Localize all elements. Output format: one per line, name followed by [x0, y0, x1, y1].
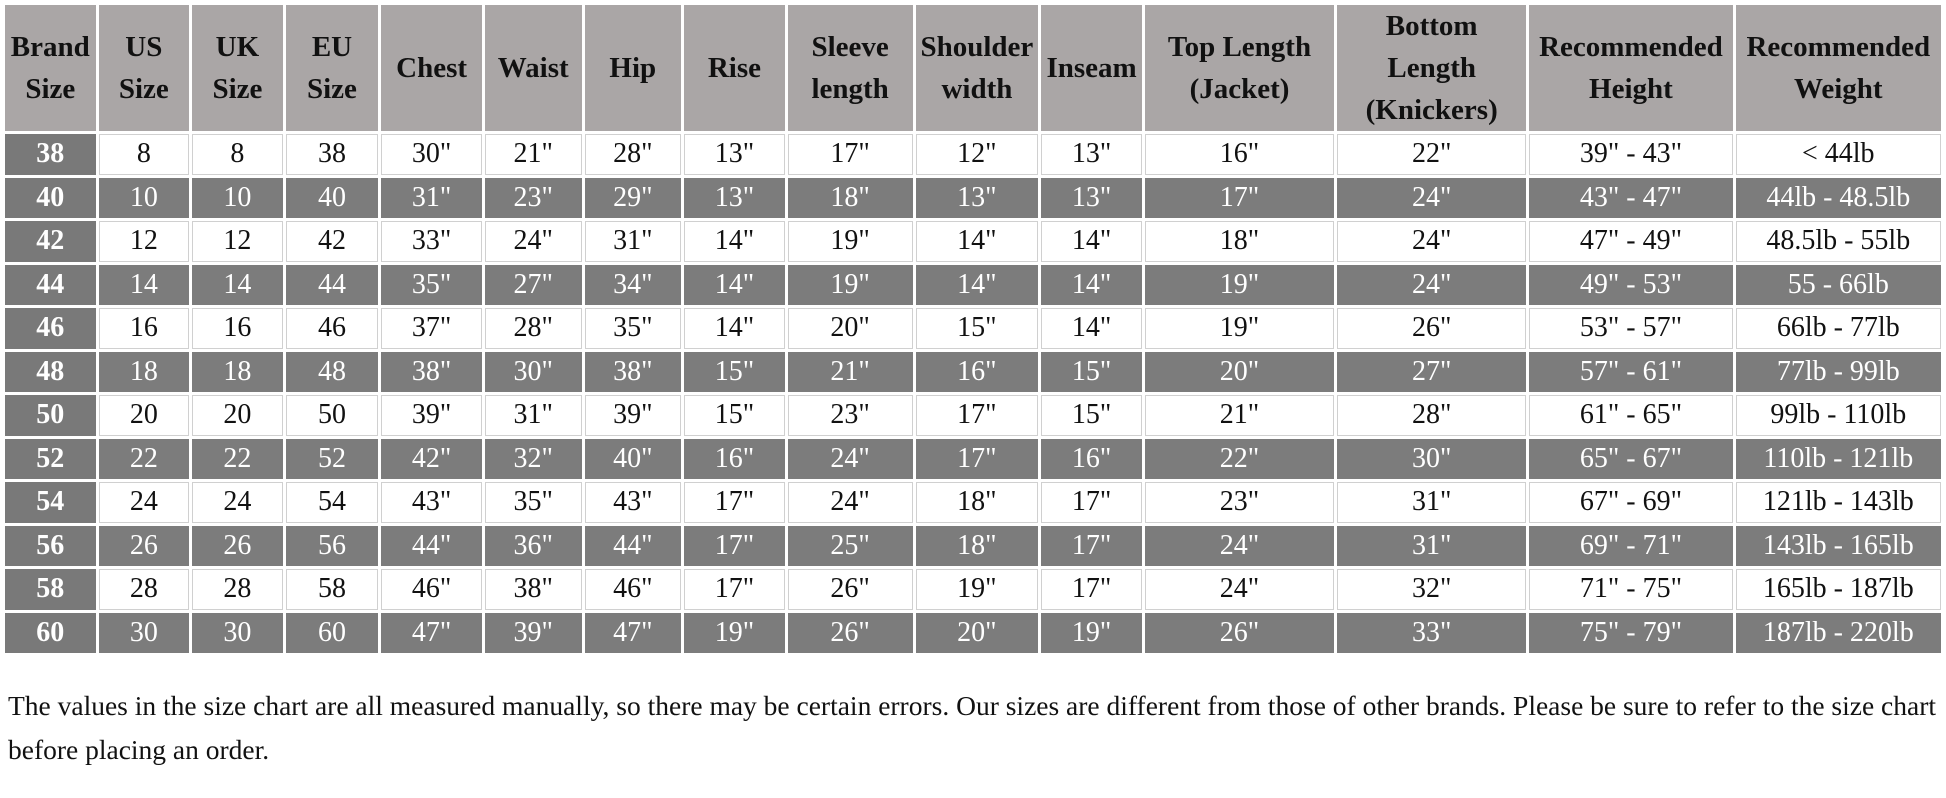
table-cell: 19" — [1145, 308, 1334, 349]
table-cell: 39" — [381, 395, 482, 436]
table-cell: 44" — [381, 526, 482, 567]
table-cell: 12 — [192, 221, 283, 262]
brand-size-cell: 46 — [5, 308, 96, 349]
table-cell: 26 — [192, 526, 283, 567]
table-row — [5, 569, 1941, 610]
table-cell: 21" — [788, 352, 913, 393]
table-cell: 67" - 69" — [1529, 482, 1732, 523]
table-cell: 15" — [684, 395, 785, 436]
brand-size-cell: 60 — [5, 613, 96, 654]
table-cell: 40" — [585, 439, 682, 480]
table-cell: 187lb - 220lb — [1736, 613, 1941, 654]
table-cell: 20" — [788, 308, 913, 349]
table-cell: 26" — [1145, 613, 1334, 654]
table-row — [5, 613, 1941, 654]
table-cell: 17" — [1041, 526, 1142, 567]
table-cell: 46" — [381, 569, 482, 610]
table-cell: 24" — [1337, 265, 1526, 306]
table-cell: 26" — [788, 569, 913, 610]
table-cell: 143lb - 165lb — [1736, 526, 1941, 567]
table-cell: 14 — [192, 265, 283, 306]
table-row — [5, 308, 1941, 349]
table-row — [5, 352, 1941, 393]
table-cell: 57" - 61" — [1529, 352, 1732, 393]
brand-size-cell: 42 — [5, 221, 96, 262]
table-cell: 32" — [1337, 569, 1526, 610]
column-header: Sleeve length — [788, 5, 913, 131]
table-cell: 44 — [286, 265, 379, 306]
table-cell: 19" — [788, 265, 913, 306]
table-row — [5, 526, 1941, 567]
table-cell: 42 — [286, 221, 379, 262]
table-cell: 10 — [192, 178, 283, 219]
column-header: Chest — [381, 5, 482, 131]
table-cell: 17" — [788, 134, 913, 175]
table-cell: 10 — [99, 178, 190, 219]
table-cell: 18" — [916, 526, 1039, 567]
table-cell: 14 — [99, 265, 190, 306]
table-cell: 19" — [916, 569, 1039, 610]
table-row — [5, 221, 1941, 262]
table-cell: 16" — [1041, 439, 1142, 480]
table-cell: 26" — [1337, 308, 1526, 349]
table-cell: 21" — [1145, 395, 1334, 436]
table-cell: 18" — [788, 178, 913, 219]
table-cell: 165lb - 187lb — [1736, 569, 1941, 610]
table-cell: 16 — [99, 308, 190, 349]
table-cell: 25" — [788, 526, 913, 567]
column-header: EU Size — [286, 5, 379, 131]
table-cell: 99lb - 110lb — [1736, 395, 1941, 436]
table-cell: 50 — [286, 395, 379, 436]
table-row — [5, 439, 1941, 480]
table-cell: 33" — [381, 221, 482, 262]
table-cell: 75" - 79" — [1529, 613, 1732, 654]
table-cell: 46 — [286, 308, 379, 349]
table-cell: 23" — [788, 395, 913, 436]
table-cell: 15" — [1041, 352, 1142, 393]
table-cell: 18 — [192, 352, 283, 393]
table-cell: 14" — [684, 308, 785, 349]
table-cell: 24" — [1337, 221, 1526, 262]
table-cell: 19" — [1041, 613, 1142, 654]
column-header: US Size — [99, 5, 190, 131]
table-cell: 16" — [1145, 134, 1334, 175]
table-cell: 28" — [485, 308, 582, 349]
table-cell: 37" — [381, 308, 482, 349]
table-cell: 24 — [192, 482, 283, 523]
table-cell: 17" — [1041, 482, 1142, 523]
table-cell: 16" — [916, 352, 1039, 393]
size-chart-note: The values in the size chart are all measured manually, so there may be certain errors. Our sizes are different from those of other brands. Please be sure to refer to the size chart before placing an order. — [8, 690, 1937, 765]
table-cell: 60 — [286, 613, 379, 654]
brand-size-cell: 40 — [5, 178, 96, 219]
table-cell: 35" — [585, 308, 682, 349]
table-cell: 20" — [1145, 352, 1334, 393]
table-cell: 39" — [485, 613, 582, 654]
column-header: Bottom Length (Knickers) — [1337, 5, 1526, 131]
table-cell: 28" — [1337, 395, 1526, 436]
brand-size-cell: 48 — [5, 352, 96, 393]
table-cell: 12 — [99, 221, 190, 262]
table-cell: 28 — [192, 569, 283, 610]
table-cell: 17" — [684, 569, 785, 610]
column-header: Rise — [684, 5, 785, 131]
table-cell: 30 — [99, 613, 190, 654]
table-cell: 30 — [192, 613, 283, 654]
table-cell: 24" — [1145, 526, 1334, 567]
table-cell: 20 — [192, 395, 283, 436]
table-cell: 47" - 49" — [1529, 221, 1732, 262]
table-cell: 44lb - 48.5lb — [1736, 178, 1941, 219]
table-cell: 34" — [585, 265, 682, 306]
table-cell: 14" — [916, 265, 1039, 306]
table-cell: 17" — [1041, 569, 1142, 610]
table-cell: 58 — [286, 569, 379, 610]
table-cell: 19" — [684, 613, 785, 654]
table-cell: 20" — [916, 613, 1039, 654]
table-cell: 17" — [916, 395, 1039, 436]
brand-size-cell: 54 — [5, 482, 96, 523]
table-cell: 16" — [684, 439, 785, 480]
brand-size-cell: 50 — [5, 395, 96, 436]
brand-size-cell: 52 — [5, 439, 96, 480]
table-cell: 43" - 47" — [1529, 178, 1732, 219]
table-cell: 26 — [99, 526, 190, 567]
table-cell: 30" — [381, 134, 482, 175]
table-cell: 35" — [485, 482, 582, 523]
table-cell: 33" — [1337, 613, 1526, 654]
table-cell: 65" - 67" — [1529, 439, 1732, 480]
table-cell: 48 — [286, 352, 379, 393]
table-cell: 44" — [585, 526, 682, 567]
table-cell: 14" — [1041, 221, 1142, 262]
table-cell: 27" — [485, 265, 582, 306]
table-row — [5, 395, 1941, 436]
table-cell: 38" — [485, 569, 582, 610]
table-cell: 19" — [1145, 265, 1334, 306]
table-cell: 31" — [1337, 482, 1526, 523]
table-cell: 19" — [788, 221, 913, 262]
table-cell: 14" — [684, 265, 785, 306]
table-cell: 110lb - 121lb — [1736, 439, 1941, 480]
brand-size-cell: 38 — [5, 134, 96, 175]
table-row — [5, 265, 1941, 306]
table-cell: 13" — [684, 134, 785, 175]
table-cell: 29" — [585, 178, 682, 219]
column-header: Top Length (Jacket) — [1145, 5, 1334, 131]
table-cell: 13" — [916, 178, 1039, 219]
table-cell: 121lb - 143lb — [1736, 482, 1941, 523]
brand-size-cell: 44 — [5, 265, 96, 306]
table-cell: 35" — [381, 265, 482, 306]
table-cell: 16 — [192, 308, 283, 349]
column-header: Inseam — [1041, 5, 1142, 131]
table-cell: 15" — [916, 308, 1039, 349]
table-cell: 22 — [192, 439, 283, 480]
table-cell: 77lb - 99lb — [1736, 352, 1941, 393]
brand-size-cell: 58 — [5, 569, 96, 610]
table-cell: 46" — [585, 569, 682, 610]
table-cell: 17" — [684, 482, 785, 523]
table-cell: 22" — [1145, 439, 1334, 480]
table-cell: 43" — [585, 482, 682, 523]
column-header: Recommended Weight — [1736, 5, 1941, 131]
table-cell: 24" — [485, 221, 582, 262]
table-cell: 69" - 71" — [1529, 526, 1732, 567]
table-cell: 42" — [381, 439, 482, 480]
table-cell: 20 — [99, 395, 190, 436]
table-cell: 24" — [788, 439, 913, 480]
table-cell: 23" — [1145, 482, 1334, 523]
table-cell: 23" — [485, 178, 582, 219]
table-cell: 12" — [916, 134, 1039, 175]
table-cell: 54 — [286, 482, 379, 523]
table-cell: 31" — [381, 178, 482, 219]
table-cell: 24" — [1337, 178, 1526, 219]
table-cell: 36" — [485, 526, 582, 567]
table-row — [5, 178, 1941, 219]
table-cell: 32" — [485, 439, 582, 480]
table-cell: < 44lb — [1736, 134, 1941, 175]
table-cell: 13" — [1041, 178, 1142, 219]
table-cell: 15" — [1041, 395, 1142, 436]
table-cell: 47" — [585, 613, 682, 654]
table-cell: 15" — [684, 352, 785, 393]
table-cell: 61" - 65" — [1529, 395, 1732, 436]
table-cell: 48.5lb - 55lb — [1736, 221, 1941, 262]
table-cell: 27" — [1337, 352, 1526, 393]
table-cell: 18" — [916, 482, 1039, 523]
table-cell: 14" — [1041, 308, 1142, 349]
table-cell: 22 — [99, 439, 190, 480]
table-cell: 71" - 75" — [1529, 569, 1732, 610]
table-cell: 24 — [99, 482, 190, 523]
table-cell: 24" — [1145, 569, 1334, 610]
table-cell: 30" — [1337, 439, 1526, 480]
table-cell: 8 — [99, 134, 190, 175]
table-cell: 21" — [485, 134, 582, 175]
table-cell: 40 — [286, 178, 379, 219]
column-header: Recommended Height — [1529, 5, 1732, 131]
table-cell: 22" — [1337, 134, 1526, 175]
table-cell: 38" — [381, 352, 482, 393]
table-cell: 17" — [1145, 178, 1334, 219]
table-cell: 14" — [916, 221, 1039, 262]
table-cell: 30" — [485, 352, 582, 393]
table-cell: 17" — [916, 439, 1039, 480]
table-cell: 39" — [585, 395, 682, 436]
table-cell: 24" — [788, 482, 913, 523]
table-cell: 13" — [1041, 134, 1142, 175]
brand-size-cell: 56 — [5, 526, 96, 567]
table-cell: 38" — [585, 352, 682, 393]
table-cell: 13" — [684, 178, 785, 219]
table-cell: 17" — [684, 526, 785, 567]
table-cell: 28 — [99, 569, 190, 610]
table-cell: 47" — [381, 613, 482, 654]
table-cell: 39" - 43" — [1529, 134, 1732, 175]
table-body — [5, 134, 1941, 653]
table-cell: 49" - 53" — [1529, 265, 1732, 306]
table-cell: 38 — [286, 134, 379, 175]
table-cell: 14" — [684, 221, 785, 262]
table-cell: 26" — [788, 613, 913, 654]
table-cell: 55 - 66lb — [1736, 265, 1941, 306]
table-cell: 52 — [286, 439, 379, 480]
column-header: Hip — [585, 5, 682, 131]
table-cell: 18" — [1145, 221, 1334, 262]
column-header: UK Size — [192, 5, 283, 131]
header-row — [5, 5, 1941, 131]
table-row — [5, 134, 1941, 175]
table-row — [5, 482, 1941, 523]
table-cell: 43" — [381, 482, 482, 523]
column-header: Waist — [485, 5, 582, 131]
table-cell: 31" — [1337, 526, 1526, 567]
size-chart-table — [2, 2, 1944, 656]
table-cell: 14" — [1041, 265, 1142, 306]
table-cell: 18 — [99, 352, 190, 393]
table-cell: 31" — [585, 221, 682, 262]
column-header: Brand Size — [5, 5, 96, 131]
table-cell: 66lb - 77lb — [1736, 308, 1941, 349]
table-cell: 8 — [192, 134, 283, 175]
column-header: Shoulder width — [916, 5, 1039, 131]
table-cell: 53" - 57" — [1529, 308, 1732, 349]
table-header — [5, 5, 1941, 131]
table-cell: 56 — [286, 526, 379, 567]
table-cell: 31" — [485, 395, 582, 436]
table-cell: 28" — [585, 134, 682, 175]
